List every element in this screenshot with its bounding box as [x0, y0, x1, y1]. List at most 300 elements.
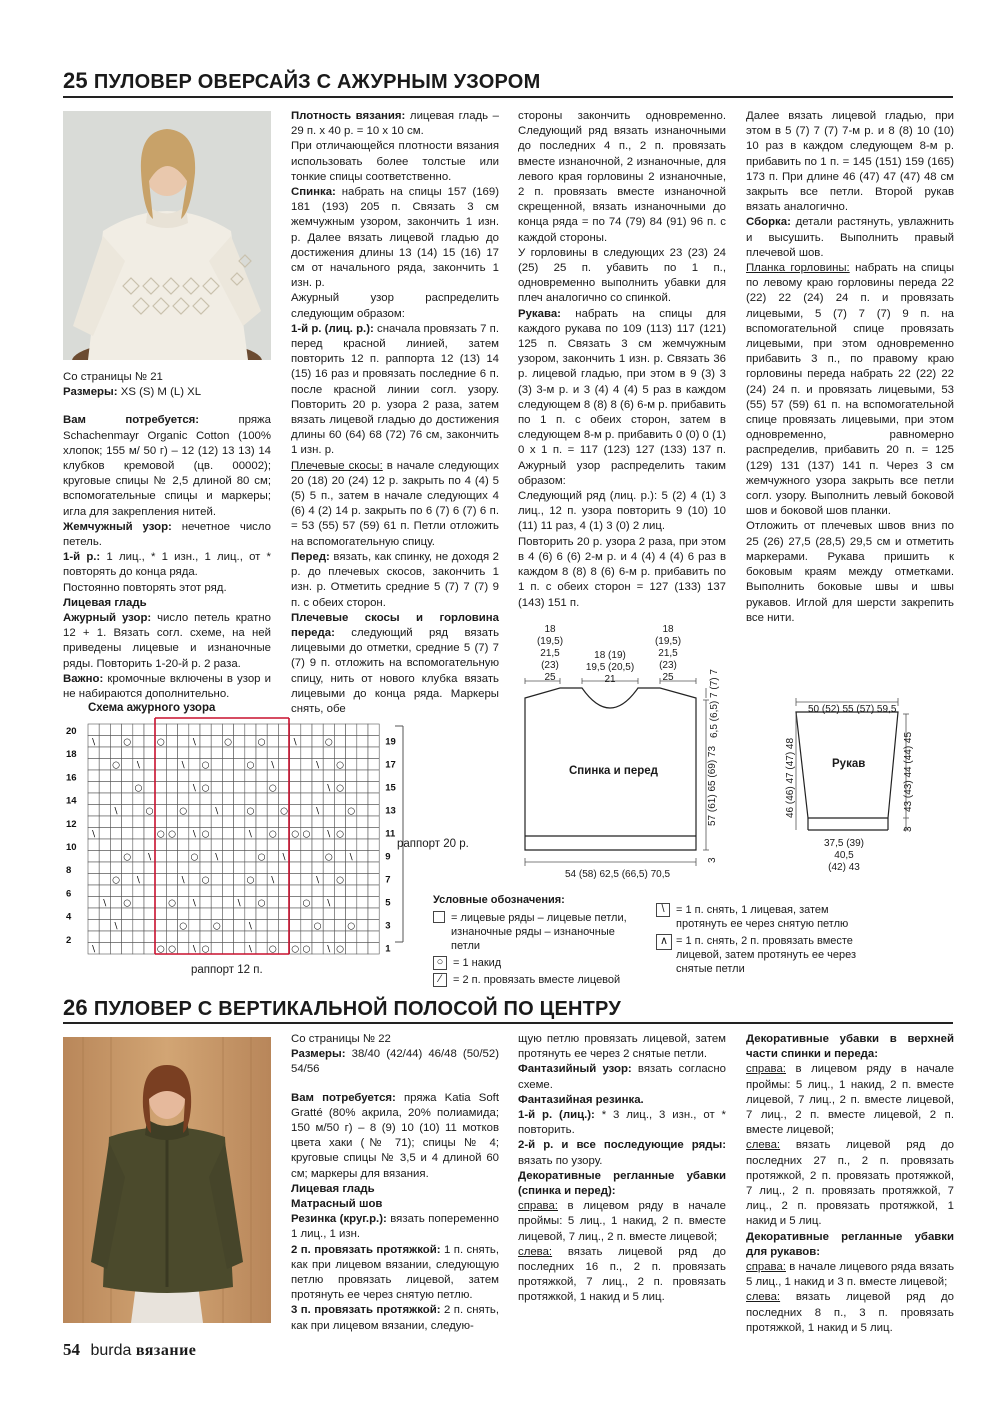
chart-cell	[189, 724, 200, 736]
p26-k3tog: 2 п. снять, как при лицевом вязании, следую-	[291, 1304, 500, 1332]
chart-cell	[368, 897, 379, 909]
chart-cell	[110, 828, 121, 840]
chart-cell	[200, 885, 211, 897]
chart-cell	[99, 816, 110, 828]
chart-cell	[189, 759, 200, 771]
chart-cell	[133, 816, 144, 828]
chart-cell	[368, 770, 379, 782]
chart-cell	[346, 862, 357, 874]
chart-cell	[234, 782, 245, 794]
legend-item-k2tog	[433, 973, 643, 987]
decrease-symbol: \	[136, 760, 140, 771]
chart-cell	[222, 816, 233, 828]
yarn-over-symbol: ○	[336, 760, 344, 771]
chart-cell	[189, 805, 200, 817]
chart-cell	[290, 782, 301, 794]
p25-back: набрать на спицы 157 (169) 181 (193) 205 п. Связать 3 см жемчужным узором, закончить 1 изн. р. Далее вязать лицевой гладью до достижения длины 13 (14) 15 (16) 17 см от начального ряда, закончить 1 изн. р.	[291, 186, 499, 290]
row-label-left: 6	[66, 888, 72, 900]
chart-cell	[368, 851, 379, 863]
chart-cell	[155, 759, 166, 771]
decrease-symbol: \	[192, 783, 196, 794]
chart-cell	[312, 908, 323, 920]
chart-cell	[245, 885, 256, 897]
chart-cell	[267, 862, 278, 874]
chart-cell	[110, 747, 121, 759]
legend-item-sk2p	[656, 934, 866, 976]
chart-cell	[245, 747, 256, 759]
p26-rag-right-label: справа:	[518, 1200, 558, 1213]
yarn-over-symbol: ○	[123, 737, 132, 748]
chart-cell	[245, 782, 256, 794]
chart-cell	[334, 805, 345, 817]
yarn-over-symbol: ○	[134, 783, 143, 794]
p26-title: ПУЛОВЕР С ВЕРТИКАЛЬНОЙ ПОЛОСОЙ ПО ЦЕНТРУ	[93, 998, 621, 1020]
decrease-symbol: \	[271, 760, 275, 771]
chart-cell	[144, 908, 155, 920]
chart-cell	[357, 816, 368, 828]
chart-cell	[368, 759, 379, 771]
p25-col1	[63, 370, 271, 702]
chart-cell	[290, 839, 301, 851]
decrease-symbol: \	[192, 737, 196, 748]
chart-cell	[222, 931, 233, 943]
sch-top-left-3: (23)	[541, 660, 559, 671]
yarn-over-symbol: ○	[145, 806, 154, 817]
chart-cell	[155, 862, 166, 874]
chart-cell	[256, 885, 267, 897]
chart-cell	[178, 724, 189, 736]
p26-mattress: Матрасный шов	[291, 1198, 383, 1211]
sch-top-left-0: 18	[544, 624, 556, 635]
chart-cell	[267, 885, 278, 897]
sch-top-right	[653, 624, 683, 684]
chart-cell	[133, 851, 144, 863]
p25-photo	[63, 111, 271, 360]
chart-cell	[346, 839, 357, 851]
legend-title: Условные обозначения:	[433, 894, 565, 906]
chart-cell	[166, 862, 177, 874]
yarn-over-symbol: ○	[201, 760, 210, 771]
chart-cell	[234, 805, 245, 817]
yarn-over-symbol: ○	[179, 921, 188, 932]
p26-c4-slv-left-label: слева:	[746, 1291, 781, 1304]
chart-cell	[312, 839, 323, 851]
chart-cell	[99, 862, 110, 874]
chart-cell	[189, 770, 200, 782]
chart-cell	[290, 805, 301, 817]
row-label-right: 15	[385, 782, 396, 794]
chart-cell	[312, 828, 323, 840]
chart-cell	[122, 839, 133, 851]
chart-cell	[346, 874, 357, 886]
chart-cell	[346, 816, 357, 828]
row-label-right: 19	[385, 736, 396, 748]
chart-cell	[290, 851, 301, 863]
chart-cell	[323, 759, 334, 771]
chart-cell	[346, 943, 357, 955]
chart-cell	[178, 828, 189, 840]
legend-sk2p-text: = 1 п. снять, 2 п. провязать вместе лицевой, затем протянуть ее через снятые петли	[676, 935, 857, 975]
chart-cell	[368, 747, 379, 759]
chart-cell	[301, 862, 312, 874]
chart-cell	[88, 747, 99, 759]
chart-cell	[334, 931, 345, 943]
p25-lace-dist: Ажурный узор распределить следующим образом:	[291, 292, 499, 320]
decrease-symbol: \	[136, 875, 140, 886]
chart-cell	[357, 747, 368, 759]
chart-cell	[178, 885, 189, 897]
chart-cell	[278, 759, 289, 771]
chart-cell	[88, 770, 99, 782]
chart-cell	[166, 816, 177, 828]
chart-cell	[133, 828, 144, 840]
yarn-over-symbol: ○	[168, 829, 176, 840]
chart-cell	[211, 770, 222, 782]
p25-title: ПУЛОВЕР ОВЕРСАЙЗ С АЖУРНЫМ УЗОРОМ	[93, 71, 541, 93]
chart-cell	[312, 770, 323, 782]
chart-cell	[312, 931, 323, 943]
yarn-over-symbol: ○	[280, 806, 288, 817]
chart-cell	[234, 943, 245, 955]
p25-density-label: Плотность вязания:	[291, 110, 406, 122]
chart-cell	[144, 828, 155, 840]
p26-from-page: Со страницы № 22	[291, 1033, 391, 1045]
p25-need-label: Вам потребуется:	[63, 414, 200, 427]
chart-cell	[133, 943, 144, 955]
chart-cell	[290, 770, 301, 782]
chart-cell	[144, 770, 155, 782]
chart-cell	[166, 793, 177, 805]
chart-cell	[144, 747, 155, 759]
chart-cell	[267, 839, 278, 851]
chart-cell	[278, 736, 289, 748]
chart-cell	[122, 874, 133, 886]
p26-frib-r2: вязать по узору.	[518, 1154, 603, 1167]
chart-cell	[222, 943, 233, 955]
chart-cell	[301, 839, 312, 851]
chart-cell	[133, 908, 144, 920]
brand-name: burda	[90, 1342, 132, 1359]
chart-cell	[368, 805, 379, 817]
chart-cell	[323, 920, 334, 932]
chart-cell	[278, 828, 289, 840]
p25-c3a: стороны закончить одновременно. Следующий ряд вязать изнаночными до последних 4 п., 2 п. провязать вместе изнаночной, 2 изнаночные, для левого края горловины 2 изнаночные, 2 п. провязать вместе изнаночной скрещенной, вязать изнаночными до конца ряда = по 74 (79) 84 (91) 96 п. с каждой стороны.	[518, 110, 726, 244]
chart-cell	[133, 724, 144, 736]
chart-cell	[144, 920, 155, 932]
decrease-symbol: \	[181, 875, 185, 886]
chart-cell	[144, 943, 155, 955]
chart-cell	[99, 793, 110, 805]
p26-c4-left-label: слева:	[746, 1139, 781, 1152]
yarn-over-symbol: ○	[123, 852, 132, 863]
chart-cell	[110, 736, 121, 748]
chart-cell	[99, 736, 110, 748]
chart-cell	[234, 908, 245, 920]
chart-cell	[222, 874, 233, 886]
chart-cell	[178, 931, 189, 943]
slv-rib: 3	[903, 826, 914, 832]
chart-cell	[267, 897, 278, 909]
chart-cell	[155, 931, 166, 943]
chart-cell	[122, 782, 133, 794]
yarn-over-symbol: ○	[302, 898, 311, 909]
p26-frib-r2-label: 2-й р. и все последующие ряды:	[518, 1139, 726, 1152]
section-name: вязание	[135, 1342, 197, 1359]
yarn-over-symbol: ○	[201, 783, 210, 794]
chart-cell	[278, 885, 289, 897]
p25-heading	[63, 68, 540, 94]
schematic-body-label: Спинка и перед	[569, 765, 658, 777]
chart-cell	[211, 874, 222, 886]
chart-cell	[301, 920, 312, 932]
chart-cell	[267, 793, 278, 805]
p25-neck-label: Плечевые скосы и горловина переда:	[291, 611, 499, 639]
p25-r1-label: 1-й р.:	[63, 551, 101, 564]
chart-cell	[155, 897, 166, 909]
chart-cell	[99, 805, 110, 817]
p25-pearl: нечетное число петель.	[63, 520, 271, 549]
chart-cell	[357, 770, 368, 782]
chart-cell	[99, 931, 110, 943]
chart-cell	[133, 770, 144, 782]
chart-cell	[290, 908, 301, 920]
yarn-over-symbol: ○	[156, 737, 165, 748]
chart-cell	[211, 908, 222, 920]
chart-cell	[256, 874, 267, 886]
chart-cell	[312, 724, 323, 736]
decrease-symbol: \	[316, 806, 320, 817]
yarn-over-symbol: ○	[324, 852, 333, 863]
chart-cell	[211, 931, 222, 943]
yarn-over-symbol: ○	[123, 898, 132, 909]
decrease-symbol: \	[327, 783, 331, 794]
yarn-over-symbol: ○	[257, 737, 266, 748]
chart-cell	[200, 736, 211, 748]
chart-cell	[189, 885, 200, 897]
chart-cell	[312, 897, 323, 909]
chart-cell	[122, 793, 133, 805]
chart-cell	[178, 782, 189, 794]
chart-cell	[88, 885, 99, 897]
chart-cell	[211, 816, 222, 828]
yarn-over-symbol: ○	[302, 944, 311, 955]
p25-pearl-label: Жемчужный узор:	[63, 520, 172, 533]
chart-cell	[267, 724, 278, 736]
chart-cell	[312, 782, 323, 794]
chart-cell	[133, 885, 144, 897]
chart-cell	[368, 943, 379, 955]
chart-cell	[211, 793, 222, 805]
chart-cell	[99, 839, 110, 851]
chart-cell	[222, 851, 233, 863]
chart-cell	[166, 724, 177, 736]
chart-cell	[245, 816, 256, 828]
chart-cell	[110, 862, 121, 874]
sch-height: 57 (61) 65 (69) 73	[707, 745, 718, 826]
p26-photo	[63, 1037, 271, 1323]
chart-cell	[222, 908, 233, 920]
chart-cell	[278, 816, 289, 828]
chart-cell	[334, 770, 345, 782]
chart-cell	[357, 885, 368, 897]
chart-cell	[256, 747, 267, 759]
yarn-over-symbol: ○	[336, 829, 344, 840]
p25-important: кромочные включены в узор и не набираются дополнительно.	[63, 672, 271, 701]
chart-cell	[88, 805, 99, 817]
p26-k3tog-label: 3 п. провязать протяжкой:	[291, 1304, 441, 1317]
chart-cell	[245, 908, 256, 920]
p25-shoulder: в начале следующих 20 (18) 20 (24) 12 р. закрыть по 4 (4) 5 (5) 5 п., затем в начале следующих 4 (6) 4 (2) 14 р. закрыть по 6 (7) 6 (7) 6 п. = 53 (55) 57 (59) 61 п. Петли отложить на вспомогательную спицу.	[291, 459, 499, 548]
chart-cell	[99, 759, 110, 771]
yarn-over-symbol: ○	[112, 875, 120, 886]
chart-cell	[99, 874, 110, 886]
chart-cell	[234, 885, 245, 897]
row-label-left: 16	[66, 772, 77, 784]
p26-rag-label: Декоративные регланные убавки (спинка и перед):	[518, 1169, 726, 1198]
chart-cell	[278, 747, 289, 759]
row-label-left: 8	[66, 865, 72, 877]
chart-cell	[234, 816, 245, 828]
p26-k2tog: 1 п. снять, как при лицевом вязании, следующую петлю провязать лицевой, затем протянуть ее через снятую петлю.	[291, 1243, 500, 1302]
p25-lace: число петель кратно 12 + 1. Вязать согл. схеме, на ней приведены лицевые и изнаночные ряды. Повторить 1-20-й р. 2 раза.	[63, 612, 271, 670]
chart-cell	[110, 839, 121, 851]
chart-cell	[357, 736, 368, 748]
chart-cell	[200, 839, 211, 851]
chart-cell	[267, 920, 278, 932]
p25-c3c: Следующий ряд (лиц. р.): 5 (2) 4 (1) 3 лиц., 12 п. узора повторить 9 (10) 10 (11) 11 раз, 4 (1) 3 (0) 2 лиц.	[518, 490, 726, 533]
chart-cell	[234, 874, 245, 886]
row-label-left: 20	[66, 726, 77, 737]
chart-cell	[357, 851, 368, 863]
p26-c4-right: в лицевом ряду в начале проймы: 5 лиц., 1 накид, 2 п. вместе лицевой, 7 лиц., 2 п. вместе лицевой, 7 лиц., 2 п. вместе лицевой, 2 п. вместе лицевой;	[746, 1063, 955, 1137]
yarn-over-symbol: ○	[336, 944, 344, 955]
yarn-over-symbol: ○	[156, 829, 165, 840]
chart-title: Схема ажурного узора	[88, 702, 216, 714]
p26-c4-title: Декоративные убавки в верхней части спинки и переда:	[746, 1033, 954, 1061]
chart-cell	[88, 724, 99, 736]
chart-cell	[234, 828, 245, 840]
chart-cell	[312, 793, 323, 805]
chart-cell	[267, 736, 278, 748]
decrease-symbol: \	[114, 921, 118, 932]
chart-cell	[278, 943, 289, 955]
chart-cell	[211, 724, 222, 736]
legend-knit-text: = лицевые ряды – лицевые петли, изнаночные ряды – изнаночные петли	[451, 912, 627, 952]
yarn-over-symbol: ○	[201, 829, 210, 840]
p26-rib: вязать попеременно 1 лиц., 1 изн.	[291, 1213, 499, 1241]
chart-cell	[357, 931, 368, 943]
legend-item-ssk	[656, 903, 866, 931]
chart-cell	[222, 759, 233, 771]
p25-title-rule	[63, 96, 953, 98]
chart-cell	[122, 931, 133, 943]
chart-cell	[110, 724, 121, 736]
slv-top: 50 (52) 55 (57) 59,5	[808, 704, 897, 715]
chart-cell	[88, 931, 99, 943]
chart-cell	[155, 747, 166, 759]
chart-cell	[256, 862, 267, 874]
p25-important-label: Важно:	[63, 672, 104, 685]
chart-cell	[301, 770, 312, 782]
p25-col2	[291, 109, 499, 717]
chart-cell	[301, 782, 312, 794]
p25-density: лицевая гладь – 29 п. х 40 р. = 10 х 10 см.	[291, 110, 499, 138]
chart-cell	[346, 770, 357, 782]
p26-fancy: вязать согласно схеме.	[518, 1063, 726, 1091]
p26-c4-right-label: справа:	[746, 1063, 786, 1076]
yarn-over-symbol: ○	[212, 921, 221, 932]
chart-cell	[144, 793, 155, 805]
row-label-right: 1	[385, 943, 391, 955]
chart-cell	[357, 862, 368, 874]
p25-stockinette: Лицевая гладь	[63, 596, 147, 609]
p25-sizes-label: Размеры:	[63, 386, 118, 399]
chart-cell	[368, 920, 379, 932]
chart-cell	[166, 874, 177, 886]
p26-need-label: Вам потребуется:	[291, 1091, 396, 1104]
chart-cell	[144, 816, 155, 828]
chart-cell	[144, 839, 155, 851]
chart-cell	[256, 759, 267, 771]
yarn-over-symbol: ○	[190, 852, 199, 863]
chart-cell	[155, 782, 166, 794]
chart-cell	[234, 770, 245, 782]
chart-cell	[256, 782, 267, 794]
p25-front-label: Перед:	[291, 550, 330, 563]
decrease-symbol: \	[293, 737, 297, 748]
p25-density-note: При отличающейся плотности вязания использовать более толстые или тонкие спицы соответственно.	[291, 140, 499, 183]
chart-cell	[312, 943, 323, 955]
chart-cell	[267, 908, 278, 920]
chart-cell	[312, 862, 323, 874]
sch-top-mid-0: 18 (19)	[594, 650, 626, 661]
chart-cell	[178, 897, 189, 909]
chart-cell	[245, 839, 256, 851]
yarn-over-symbol: ○	[302, 829, 311, 840]
chart-cell	[368, 782, 379, 794]
chart-cell	[144, 874, 155, 886]
chart-cell	[110, 770, 121, 782]
chart-cell	[290, 874, 301, 886]
chart-cell	[256, 920, 267, 932]
chart-cell	[234, 793, 245, 805]
chart-cell	[99, 724, 110, 736]
chart-cell	[178, 943, 189, 955]
chart-cell	[200, 805, 211, 817]
chart-cell	[346, 782, 357, 794]
chart-cell	[222, 793, 233, 805]
chart-cell	[368, 816, 379, 828]
chart-cell	[211, 885, 222, 897]
chart-cell	[357, 724, 368, 736]
chart-cell	[278, 782, 289, 794]
chart-cell	[234, 862, 245, 874]
yarn-over-symbol: ○	[268, 783, 277, 794]
p26-stockinette: Лицевая гладь	[291, 1182, 375, 1195]
chart-cell	[323, 839, 334, 851]
p25-lace-label: Ажурный узор:	[63, 612, 152, 625]
chart-cell	[346, 793, 357, 805]
decrease-symbol: \	[316, 760, 320, 771]
decrease-symbol: \	[92, 944, 96, 955]
chart-cell	[155, 920, 166, 932]
chart-cell	[290, 747, 301, 759]
chart-cell	[222, 724, 233, 736]
chart-cell	[88, 851, 99, 863]
yarn-over-symbol: ○	[291, 829, 300, 840]
chart-cell	[346, 828, 357, 840]
chart-cell	[278, 920, 289, 932]
